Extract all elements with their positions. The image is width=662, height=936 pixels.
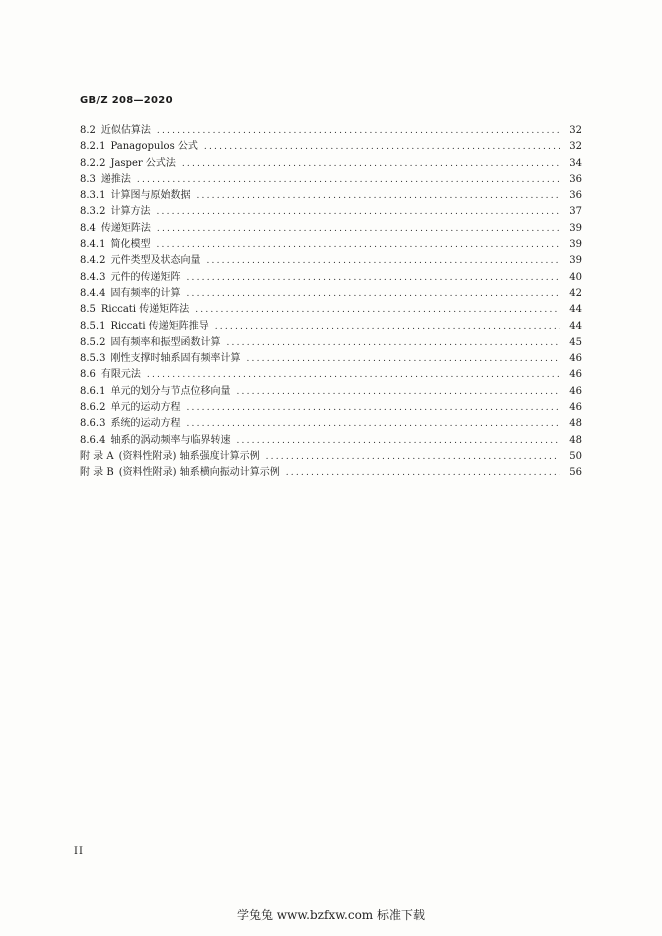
toc-entry [80,335,582,351]
toc-entry [80,449,582,465]
toc-entry [80,253,582,269]
toc-entry [80,123,582,139]
toc-entry-page: 40 [569,271,582,283]
toc-entry-page: 37 [569,206,582,218]
toc-entry-page: 46 [569,353,582,365]
toc-leader-dots [196,188,560,204]
toc-entry-page: 46 [569,385,582,397]
toc-entry-number: 附 录 B [80,467,114,479]
toc-entry [80,400,582,416]
toc-entry [80,139,582,155]
toc-entry-page: 48 [569,434,582,446]
toc-leader-dots [186,416,560,432]
toc-entry [80,204,582,220]
toc-leader-dots [246,351,560,367]
toc-entry-title: 简化模型 [110,239,151,251]
toc-entry-title: Jasper 公式法 [110,157,176,169]
toc-entry-page: 56 [569,467,582,479]
toc-entry [80,465,582,481]
toc-entry-number: 8.4.3 [80,271,106,283]
toc-leader-dots [195,302,560,318]
toc-leader-dots [137,172,560,188]
toc-entry [80,172,582,188]
toc-leader-dots [182,156,560,172]
toc-leader-dots [186,286,560,302]
toc-entry-title: 传递矩阵法 [100,222,151,234]
toc-entry-number: 8.2.1 [80,141,106,153]
toc-leader-dots [215,319,560,335]
toc-entry [80,319,582,335]
toc-entry-number: 8.6 [80,369,96,381]
toc-leader-dots [236,384,560,400]
toc-entry [80,188,582,204]
toc-entry-number: 8.6.4 [80,434,106,446]
toc-entry-page: 50 [569,450,582,462]
toc-entry-title: 元件的传递矩阵 [110,271,181,283]
toc-leader-dots [186,270,560,286]
toc-entry-number: 8.6.2 [80,402,106,414]
toc-leader-dots [157,221,560,237]
toc-entry-title: 递推法 [100,173,131,185]
toc-entry-title: 固有频率的计算 [110,287,181,299]
toc-entry-page: 46 [569,402,582,414]
toc-entry [80,367,582,383]
toc-entry-title: 固有频率和振型函数计算 [110,336,221,348]
toc-entry-title: 刚性支撑时轴系固有频率计算 [110,353,241,365]
toc-leader-dots [147,367,560,383]
toc-leader-dots [156,237,560,253]
toc-entry [80,286,582,302]
table-of-contents [80,123,582,482]
toc-entry-title: 系统的运动方程 [110,418,181,430]
toc-entry-page: 39 [569,222,582,234]
toc-leader-dots [156,204,560,220]
toc-entry-number: 8.3.2 [80,206,106,218]
toc-leader-dots [204,139,560,155]
toc-entry-title: (资料性附录) 轴系强度计算示例 [118,450,260,462]
toc-entry-page: 39 [569,255,582,267]
toc-entry [80,156,582,172]
toc-entry-number: 8.4 [80,222,96,234]
toc-entry-title: 有限元法 [100,369,141,381]
toc-entry-page: 46 [569,369,582,381]
toc-leader-dots [157,123,560,139]
toc-entry-number: 8.5.1 [80,320,106,332]
toc-entry-title: Panagopulos 公式 [110,141,198,153]
toc-leader-dots [286,465,560,481]
toc-entry-page: 44 [569,320,582,332]
toc-entry [80,270,582,286]
toc-entry-title: 元件类型及状态向量 [110,255,201,267]
page-number: II [74,846,84,857]
toc-entry [80,351,582,367]
toc-entry-number: 8.4.1 [80,239,106,251]
toc-entry-page: 32 [569,141,582,153]
toc-entry-number: 8.5.3 [80,353,106,365]
toc-entry [80,237,582,253]
toc-entry [80,384,582,400]
toc-entry-page: 39 [569,239,582,251]
toc-entry-title: Riccati 传递矩阵法 [100,304,190,316]
toc-entry-number: 8.6.1 [80,385,106,397]
toc-entry-number: 8.3 [80,173,96,185]
toc-entry-title: 计算图与原始数据 [110,190,191,202]
toc-entry-title: 近似估算法 [100,125,151,136]
toc-entry-page: 45 [569,336,582,348]
toc-entry-page: 36 [569,173,582,185]
standard-code-header: GB/Z 208—2020 [80,95,173,106]
toc-entry-number: 8.2 [80,125,96,136]
toc-entry-number: 8.3.1 [80,190,106,202]
toc-entry-title: (资料性附录) 轴系横向振动计算示例 [118,467,280,479]
toc-entry [80,433,582,449]
toc-entry-number: 8.2.2 [80,157,106,169]
toc-entry-title: 单元的运动方程 [110,402,181,414]
toc-entry-number: 8.4.2 [80,255,106,267]
toc-leader-dots [236,433,560,449]
toc-entry-title: Riccati 传递矩阵推导 [110,320,209,332]
toc-entry-number: 附 录 A [80,450,114,462]
toc-entry-title: 轴系的涡动频率与临界转速 [110,434,231,446]
toc-leader-dots [206,253,560,269]
toc-leader-dots [186,400,560,416]
toc-leader-dots [226,335,560,351]
toc-entry-title: 计算方法 [110,206,151,218]
toc-entry [80,221,582,237]
toc-entry-page: 32 [569,125,582,136]
watermark-text: 学兔兔 www.bzfxw.com 标准下载 [236,908,426,922]
toc-entry-title: 单元的划分与节点位移向量 [110,385,231,397]
toc-entry-page: 34 [569,157,582,169]
toc-entry-page: 44 [569,304,582,316]
toc-entry-number: 8.5 [80,304,96,316]
toc-entry-page: 36 [569,190,582,202]
toc-entry-page: 42 [569,287,582,299]
toc-entry [80,416,582,432]
toc-entry-page: 48 [569,418,582,430]
toc-entry-number: 8.5.2 [80,336,106,348]
toc-entry-number: 8.4.4 [80,287,106,299]
toc-leader-dots [266,449,560,465]
toc-entry-number: 8.6.3 [80,418,106,430]
toc-entry [80,302,582,318]
